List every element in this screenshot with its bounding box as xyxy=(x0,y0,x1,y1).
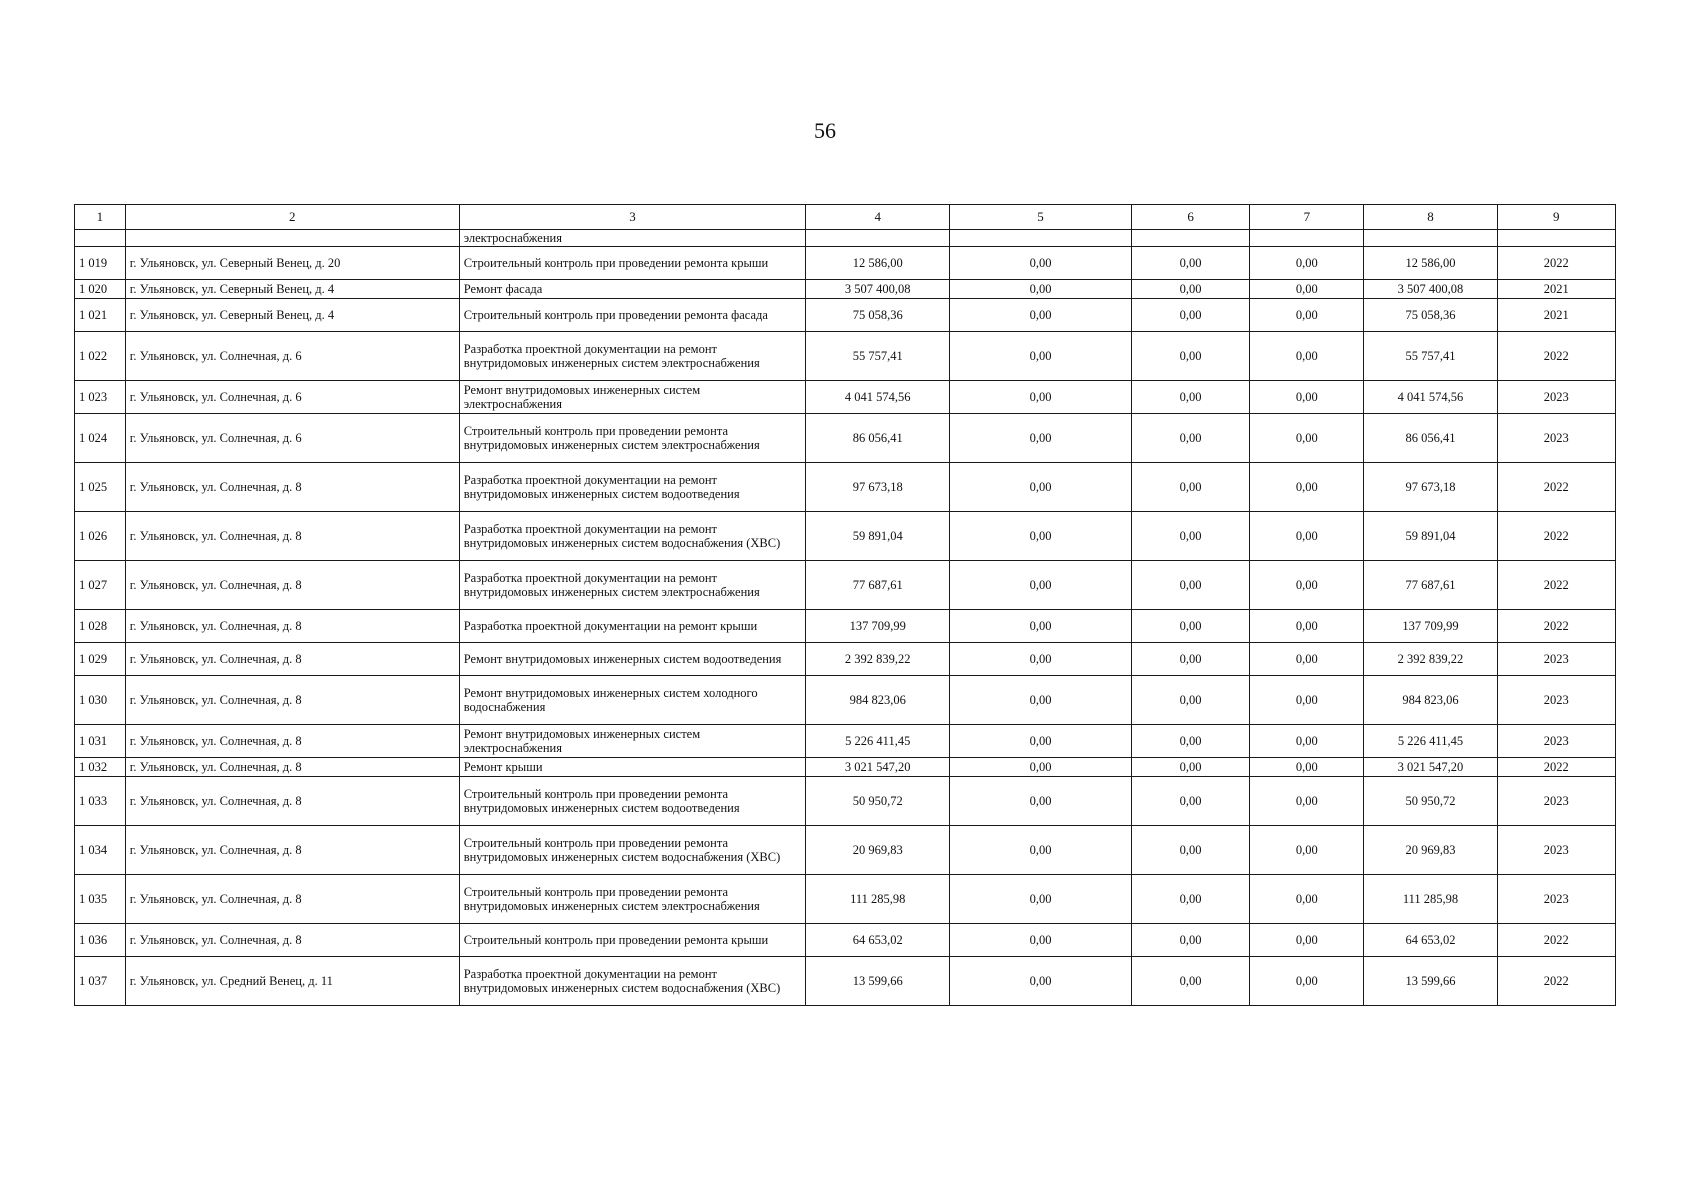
col6-cell: 0,00 xyxy=(1131,561,1249,610)
page-number: 56 xyxy=(814,118,836,143)
table-row xyxy=(75,610,1616,643)
col7-cell: 0,00 xyxy=(1250,643,1364,676)
address-cell: г. Ульяновск, ул. Северный Венец, д. 20 xyxy=(125,247,459,280)
col7-cell: 0,00 xyxy=(1250,924,1364,957)
table-row xyxy=(75,561,1616,610)
repair-program-table xyxy=(74,204,1616,1006)
work-type-cell: Ремонт внутридомовых инженерных систем холодного водоснабжения xyxy=(459,676,806,725)
total-cost-cell: 137 709,99 xyxy=(806,610,950,643)
address-cell: г. Ульяновск, ул. Солнечная, д. 8 xyxy=(125,643,459,676)
col5-cell: 0,00 xyxy=(950,561,1132,610)
col6-cell: 0,00 xyxy=(1131,777,1249,826)
col5-cell: 0,00 xyxy=(950,924,1132,957)
col6-cell: 0,00 xyxy=(1131,875,1249,924)
col6-cell: 0,00 xyxy=(1131,725,1249,758)
col7-cell: 0,00 xyxy=(1250,381,1364,414)
address-cell: г. Ульяновск, ул. Северный Венец, д. 4 xyxy=(125,299,459,332)
address-cell: г. Ульяновск, ул. Солнечная, д. 8 xyxy=(125,676,459,725)
row-number: 1 020 xyxy=(75,280,126,299)
col5-cell: 0,00 xyxy=(950,957,1132,1006)
col5-cell: 0,00 xyxy=(950,463,1132,512)
row-number: 1 034 xyxy=(75,826,126,875)
col6-cell: 0,00 xyxy=(1131,826,1249,875)
work-type-cell: Строительный контроль при проведении ремонта фасада xyxy=(459,299,806,332)
col6-cell: 0,00 xyxy=(1131,299,1249,332)
year-cell: 2021 xyxy=(1497,299,1615,332)
col5-cell: 0,00 xyxy=(950,643,1132,676)
col6-cell: 0,00 xyxy=(1131,414,1249,463)
year-cell: 2023 xyxy=(1497,676,1615,725)
total-cost-cell: 984 823,06 xyxy=(806,676,950,725)
table-row xyxy=(75,777,1616,826)
col8-cell: 3 507 400,08 xyxy=(1364,280,1497,299)
row-number: 1 031 xyxy=(75,725,126,758)
year-cell: 2022 xyxy=(1497,610,1615,643)
col8-cell: 111 285,98 xyxy=(1364,875,1497,924)
table-row xyxy=(75,512,1616,561)
year-cell: 2022 xyxy=(1497,957,1615,1006)
column-number-row xyxy=(75,205,1616,230)
col5-cell: 0,00 xyxy=(950,875,1132,924)
col8-cell: 55 757,41 xyxy=(1364,332,1497,381)
address-cell: г. Ульяновск, ул. Солнечная, д. 6 xyxy=(125,414,459,463)
row-number: 1 021 xyxy=(75,299,126,332)
col5-cell: 0,00 xyxy=(950,332,1132,381)
col6-cell: 0,00 xyxy=(1131,463,1249,512)
col7-cell: 0,00 xyxy=(1250,610,1364,643)
col8-cell: 5 226 411,45 xyxy=(1364,725,1497,758)
work-type-cell: Строительный контроль при проведении ремонта крыши xyxy=(459,924,806,957)
total-cost-cell: 12 586,00 xyxy=(806,247,950,280)
address-cell: г. Ульяновск, ул. Солнечная, д. 8 xyxy=(125,610,459,643)
row-number: 1 030 xyxy=(75,676,126,725)
col8-cell: 984 823,06 xyxy=(1364,676,1497,725)
year-cell: 2022 xyxy=(1497,561,1615,610)
total-cost-cell: 3 021 547,20 xyxy=(806,758,950,777)
table-row xyxy=(75,332,1616,381)
col7-cell: 0,00 xyxy=(1250,280,1364,299)
table-row xyxy=(75,957,1616,1006)
total-cost-cell: 55 757,41 xyxy=(806,332,950,381)
table-row xyxy=(75,924,1616,957)
col8-cell: 137 709,99 xyxy=(1364,610,1497,643)
address-cell: г. Ульяновск, ул. Солнечная, д. 8 xyxy=(125,924,459,957)
col5-cell: 0,00 xyxy=(950,280,1132,299)
col5-cell: 0,00 xyxy=(950,414,1132,463)
total-cost-cell: 97 673,18 xyxy=(806,463,950,512)
address-cell: г. Ульяновск, ул. Солнечная, д. 8 xyxy=(125,725,459,758)
col5-cell: 0,00 xyxy=(950,512,1132,561)
col-header-6: 6 xyxy=(1131,205,1249,230)
col7-cell: 0,00 xyxy=(1250,826,1364,875)
col6-cell: 0,00 xyxy=(1131,512,1249,561)
address-cell: г. Ульяновск, ул. Северный Венец, д. 4 xyxy=(125,280,459,299)
year-cell: 2023 xyxy=(1497,414,1615,463)
work-type-cell: Разработка проектной документации на ремонт внутридомовых инженерных систем электроснабжения xyxy=(459,561,806,610)
col8-cell: 59 891,04 xyxy=(1364,512,1497,561)
col7-cell: 0,00 xyxy=(1250,512,1364,561)
address-cell: г. Ульяновск, ул. Солнечная, д. 8 xyxy=(125,826,459,875)
table-row xyxy=(75,381,1616,414)
col-header-8: 8 xyxy=(1364,205,1497,230)
col8-cell: 50 950,72 xyxy=(1364,777,1497,826)
work-type-cell: Ремонт внутридомовых инженерных систем электроснабжения xyxy=(459,381,806,414)
work-type-cell: Разработка проектной документации на ремонт внутридомовых инженерных систем водоснабжения (ХВС) xyxy=(459,957,806,1006)
work-type-cell: Ремонт внутридомовых инженерных систем электроснабжения xyxy=(459,725,806,758)
total-cost-cell: 20 969,83 xyxy=(806,826,950,875)
col7-cell: 0,00 xyxy=(1250,875,1364,924)
address-cell: г. Ульяновск, ул. Солнечная, д. 6 xyxy=(125,381,459,414)
total-cost-cell: 75 058,36 xyxy=(806,299,950,332)
address-cell: г. Ульяновск, ул. Солнечная, д. 8 xyxy=(125,512,459,561)
year-cell: 2022 xyxy=(1497,924,1615,957)
col-header-3: 3 xyxy=(459,205,806,230)
total-cost-cell: 3 507 400,08 xyxy=(806,280,950,299)
col6-cell: 0,00 xyxy=(1131,643,1249,676)
work-type-cell: Строительный контроль при проведении ремонта внутридомовых инженерных систем водоснабжения (ХВС) xyxy=(459,826,806,875)
total-cost-cell: 86 056,41 xyxy=(806,414,950,463)
work-type-cell: Строительный контроль при проведении ремонта внутридомовых инженерных систем электроснабжения xyxy=(459,414,806,463)
col6-cell: 0,00 xyxy=(1131,610,1249,643)
table-row xyxy=(75,643,1616,676)
row-number: 1 037 xyxy=(75,957,126,1006)
total-cost-cell: 2 392 839,22 xyxy=(806,643,950,676)
col6-cell: 0,00 xyxy=(1131,957,1249,1006)
col7-cell: 0,00 xyxy=(1250,414,1364,463)
row-number: 1 026 xyxy=(75,512,126,561)
col7-cell: 0,00 xyxy=(1250,777,1364,826)
address-cell: г. Ульяновск, ул. Солнечная, д. 8 xyxy=(125,758,459,777)
work-type-cell: Строительный контроль при проведении ремонта внутридомовых инженерных систем водоотведения xyxy=(459,777,806,826)
col6-cell: 0,00 xyxy=(1131,676,1249,725)
row-number: 1 035 xyxy=(75,875,126,924)
col7-cell: 0,00 xyxy=(1250,299,1364,332)
address-cell: г. Ульяновск, ул. Солнечная, д. 8 xyxy=(125,777,459,826)
row-number: 1 022 xyxy=(75,332,126,381)
work-type-cell: Разработка проектной документации на ремонт внутридомовых инженерных систем водоснабжения (ХВС) xyxy=(459,512,806,561)
col8-cell: 13 599,66 xyxy=(1364,957,1497,1006)
total-cost-cell: 111 285,98 xyxy=(806,875,950,924)
year-cell: 2023 xyxy=(1497,826,1615,875)
col5-cell: 0,00 xyxy=(950,758,1132,777)
continuation-text: электроснабжения xyxy=(459,230,806,247)
col5-cell: 0,00 xyxy=(950,381,1132,414)
col-header-1: 1 xyxy=(75,205,126,230)
year-cell: 2022 xyxy=(1497,332,1615,381)
table-row xyxy=(75,463,1616,512)
table-row xyxy=(75,414,1616,463)
row-number: 1 025 xyxy=(75,463,126,512)
col7-cell: 0,00 xyxy=(1250,247,1364,280)
col8-cell: 12 586,00 xyxy=(1364,247,1497,280)
row-number: 1 019 xyxy=(75,247,126,280)
address-cell: г. Ульяновск, ул. Солнечная, д. 8 xyxy=(125,463,459,512)
year-cell: 2022 xyxy=(1497,247,1615,280)
address-cell: г. Ульяновск, ул. Солнечная, д. 6 xyxy=(125,332,459,381)
row-number: 1 024 xyxy=(75,414,126,463)
col8-cell: 77 687,61 xyxy=(1364,561,1497,610)
row-number: 1 023 xyxy=(75,381,126,414)
total-cost-cell: 59 891,04 xyxy=(806,512,950,561)
work-type-cell: Ремонт внутридомовых инженерных систем водоотведения xyxy=(459,643,806,676)
work-type-cell: Ремонт крыши xyxy=(459,758,806,777)
address-cell: г. Ульяновск, ул. Солнечная, д. 8 xyxy=(125,875,459,924)
work-type-cell: Разработка проектной документации на ремонт внутридомовых инженерных систем водоотведения xyxy=(459,463,806,512)
table-row xyxy=(75,280,1616,299)
col6-cell: 0,00 xyxy=(1131,381,1249,414)
year-cell: 2022 xyxy=(1497,512,1615,561)
col8-cell: 86 056,41 xyxy=(1364,414,1497,463)
year-cell: 2021 xyxy=(1497,280,1615,299)
col-header-9: 9 xyxy=(1497,205,1615,230)
address-cell: г. Ульяновск, ул. Средний Венец, д. 11 xyxy=(125,957,459,1006)
year-cell: 2023 xyxy=(1497,381,1615,414)
year-cell: 2023 xyxy=(1497,725,1615,758)
total-cost-cell: 4 041 574,56 xyxy=(806,381,950,414)
work-type-cell: Строительный контроль при проведении ремонта внутридомовых инженерных систем электроснабжения xyxy=(459,875,806,924)
work-type-cell: Разработка проектной документации на ремонт крыши xyxy=(459,610,806,643)
table-row xyxy=(75,676,1616,725)
col5-cell: 0,00 xyxy=(950,725,1132,758)
row-number: 1 036 xyxy=(75,924,126,957)
row-number: 1 028 xyxy=(75,610,126,643)
col8-cell: 3 021 547,20 xyxy=(1364,758,1497,777)
row-number: 1 033 xyxy=(75,777,126,826)
table-row xyxy=(75,299,1616,332)
col5-cell: 0,00 xyxy=(950,676,1132,725)
col7-cell: 0,00 xyxy=(1250,957,1364,1006)
address-cell: г. Ульяновск, ул. Солнечная, д. 8 xyxy=(125,561,459,610)
col8-cell: 4 041 574,56 xyxy=(1364,381,1497,414)
col7-cell: 0,00 xyxy=(1250,676,1364,725)
col5-cell: 0,00 xyxy=(950,826,1132,875)
col-header-2: 2 xyxy=(125,205,459,230)
col5-cell: 0,00 xyxy=(950,247,1132,280)
row-number: 1 027 xyxy=(75,561,126,610)
col7-cell: 0,00 xyxy=(1250,725,1364,758)
col7-cell: 0,00 xyxy=(1250,758,1364,777)
col-header-7: 7 xyxy=(1250,205,1364,230)
col5-cell: 0,00 xyxy=(950,610,1132,643)
year-cell: 2023 xyxy=(1497,643,1615,676)
col7-cell: 0,00 xyxy=(1250,332,1364,381)
work-type-cell: Ремонт фасада xyxy=(459,280,806,299)
work-type-cell: Строительный контроль при проведении ремонта крыши xyxy=(459,247,806,280)
year-cell: 2023 xyxy=(1497,777,1615,826)
year-cell: 2023 xyxy=(1497,875,1615,924)
col6-cell: 0,00 xyxy=(1131,924,1249,957)
table-row xyxy=(75,826,1616,875)
total-cost-cell: 77 687,61 xyxy=(806,561,950,610)
col8-cell: 97 673,18 xyxy=(1364,463,1497,512)
table-row xyxy=(75,758,1616,777)
total-cost-cell: 13 599,66 xyxy=(806,957,950,1006)
col-header-5: 5 xyxy=(950,205,1132,230)
table-row xyxy=(75,875,1616,924)
table-row xyxy=(75,725,1616,758)
col5-cell: 0,00 xyxy=(950,777,1132,826)
col7-cell: 0,00 xyxy=(1250,561,1364,610)
col7-cell: 0,00 xyxy=(1250,463,1364,512)
col6-cell: 0,00 xyxy=(1131,247,1249,280)
year-cell: 2022 xyxy=(1497,758,1615,777)
work-type-cell: Разработка проектной документации на ремонт внутридомовых инженерных систем электроснабжения xyxy=(459,332,806,381)
table-row xyxy=(75,247,1616,280)
year-cell: 2022 xyxy=(1497,463,1615,512)
col6-cell: 0,00 xyxy=(1131,332,1249,381)
col-header-4: 4 xyxy=(806,205,950,230)
col8-cell: 75 058,36 xyxy=(1364,299,1497,332)
row-number: 1 032 xyxy=(75,758,126,777)
total-cost-cell: 5 226 411,45 xyxy=(806,725,950,758)
col5-cell: 0,00 xyxy=(950,299,1132,332)
col8-cell: 2 392 839,22 xyxy=(1364,643,1497,676)
col8-cell: 64 653,02 xyxy=(1364,924,1497,957)
col6-cell: 0,00 xyxy=(1131,758,1249,777)
row-number: 1 029 xyxy=(75,643,126,676)
col8-cell: 20 969,83 xyxy=(1364,826,1497,875)
total-cost-cell: 64 653,02 xyxy=(806,924,950,957)
total-cost-cell: 50 950,72 xyxy=(806,777,950,826)
col6-cell: 0,00 xyxy=(1131,280,1249,299)
continuation-row xyxy=(75,230,1616,247)
